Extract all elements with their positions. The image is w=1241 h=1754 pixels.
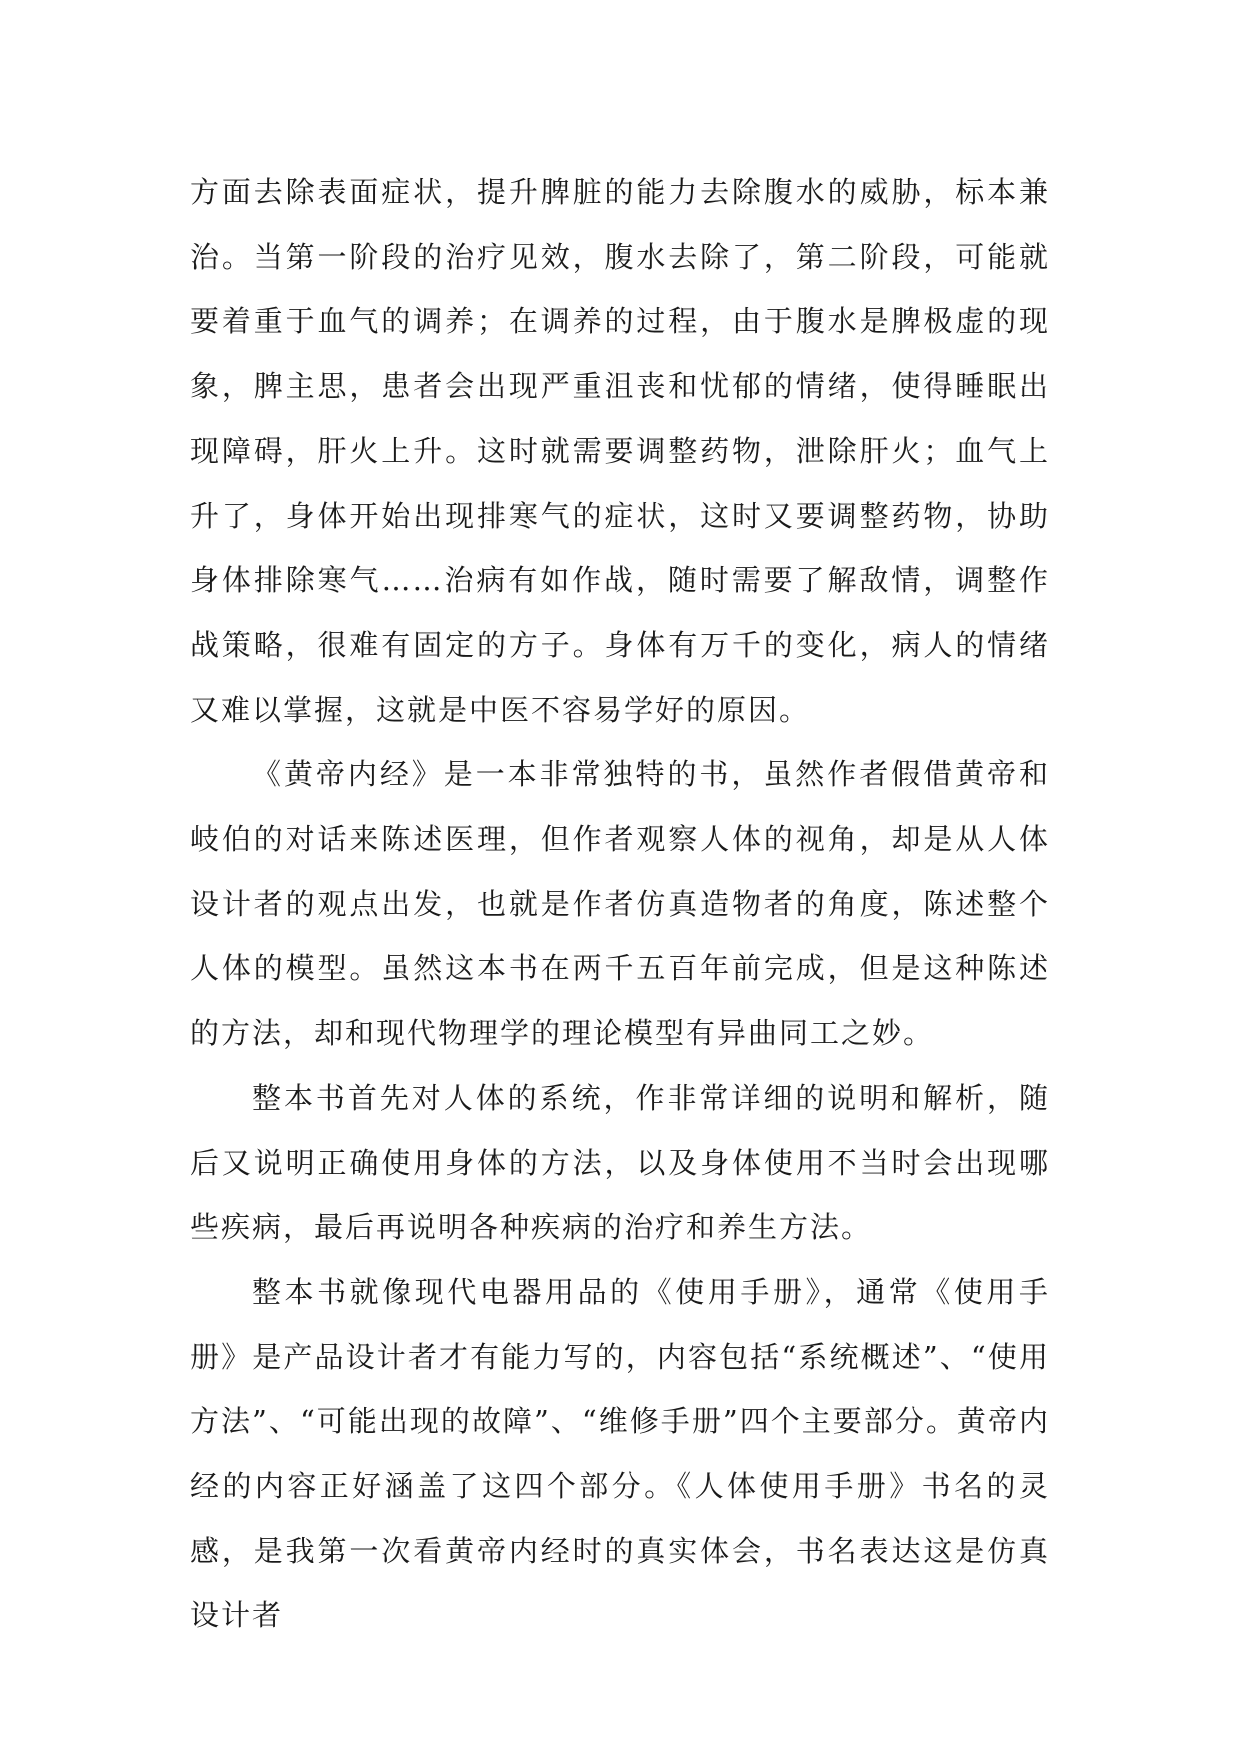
body-text (190, 160, 1050, 1648)
paragraph-3: 整本书首先对人体的系统，作非常详细的说明和解析，随后又说明正确使用身体的方法，以及身体使用不当时会出现哪些疾病，最后再说明各种疾病的治疗和养生方法。 (190, 1080, 1050, 1245)
paragraph-2: 《黄帝内经》是一本非常独特的书，虽然作者假借黄帝和岐伯的对话来陈述医理，但作者观察人体的视角，却是从人体设计者的观点出发，也就是作者仿真造物者的角度，陈述整个人体的模型。虽然这本书在两千五百年前完成，但是这种陈述的方法，却和现代物理学的理论模型有异曲同工之妙。 (190, 757, 1050, 1051)
paragraph-1: 方面去除表面症状，提升脾脏的能力去除腹水的威胁，标本兼治。当第一阶段的治疗见效，腹水去除了，第二阶段，可能就要着重于血气的调养；在调养的过程，由于腹水是脾极虚的现象，脾主思，患者会出现严重沮丧和忧郁的情绪，使得睡眠出现障碍，肝火上升。这时就需要调整药物，泄除肝火；血气上升了，身体开始出现排寒气的症状，这时又要调整药物，协助身体排除寒气……治病有如作战，随时需要了解敌情，调整作战策略，很难有固定的方子。身体有万千的变化，病人的情绪又难以掌握，这就是中医不容易学好的原因。 (190, 175, 1050, 727)
paragraph-4: 整本书就像现代电器用品的《使用手册》，通常《使用手册》是产品设计者才有能力写的，内容包括“系统概述”、“使用方法”、“可能出现的故障”、“维修手册”四个主要部分。黄帝内经的内容正好涵盖了这四个部分。《人体使用手册》书名的灵感，是我第一次看黄帝内经时的真实体会，书名表达这是仿真设计者 (190, 1274, 1050, 1633)
